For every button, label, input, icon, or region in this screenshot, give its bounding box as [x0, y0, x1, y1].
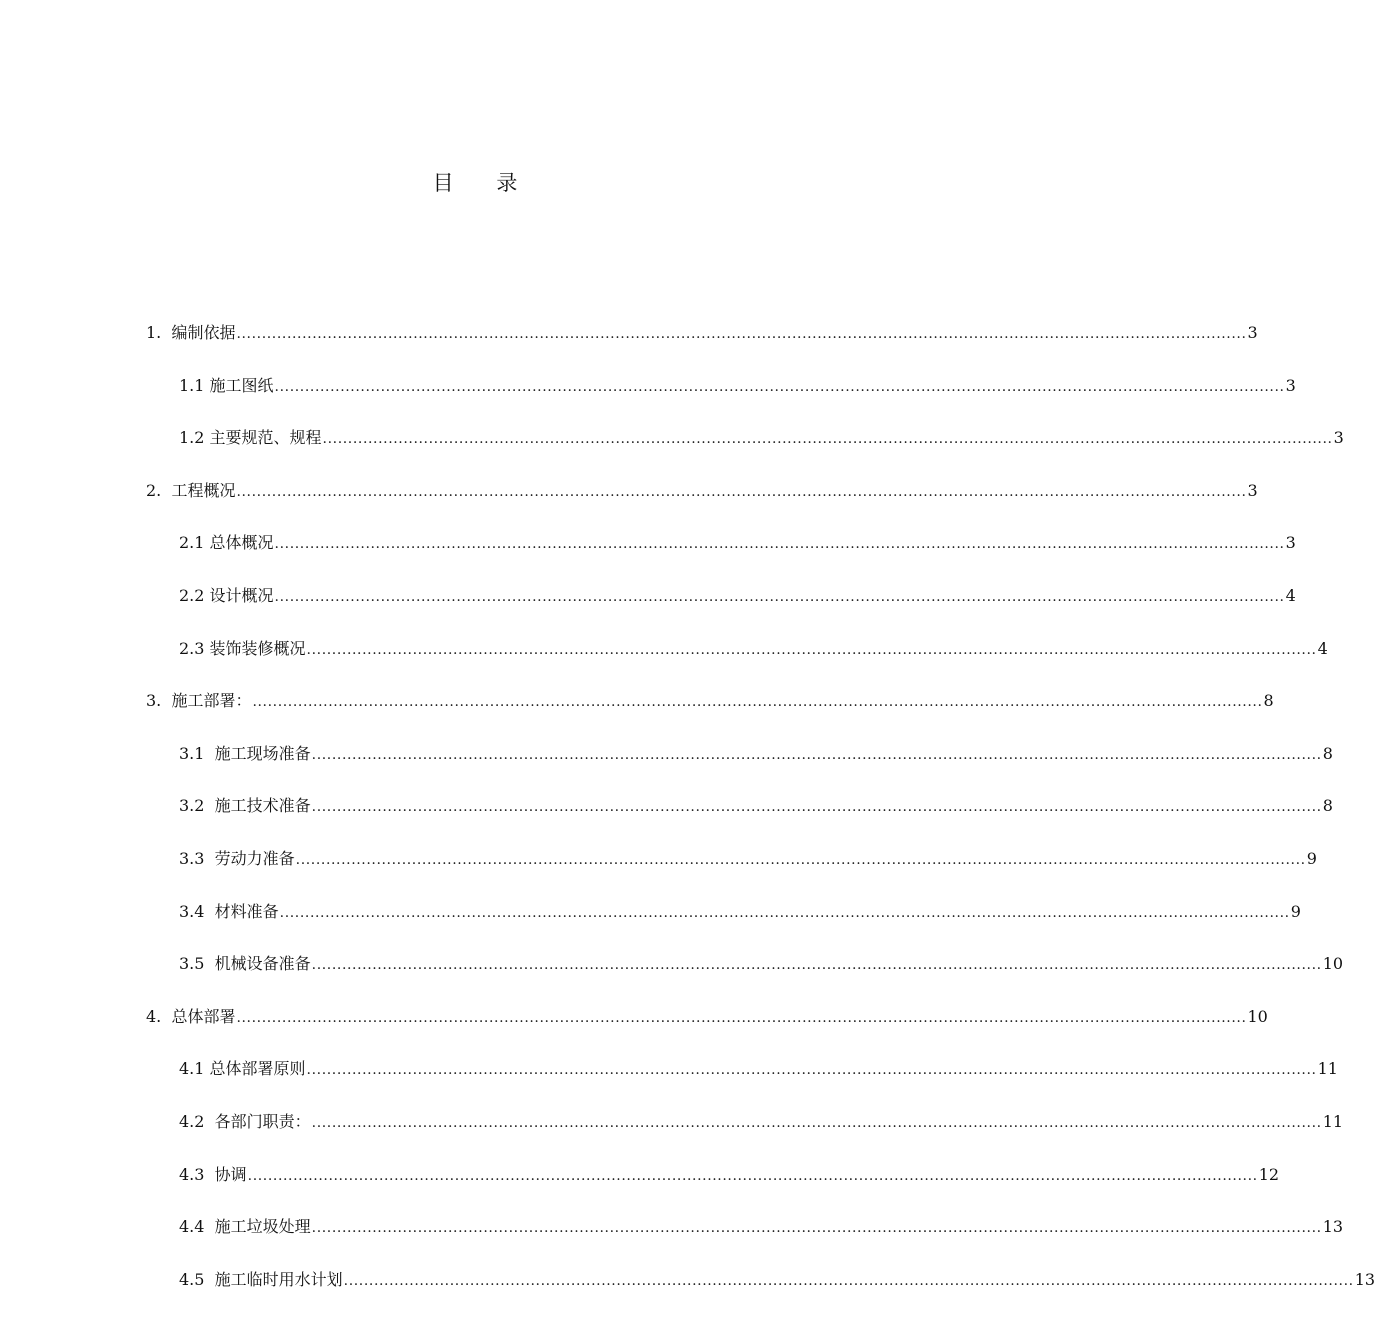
toc-dot-leader: ........................................................................................................................................................................................................	[322, 431, 1333, 448]
toc-entry-number: 4.	[146, 1006, 172, 1026]
toc-entry[interactable]	[179, 424, 1344, 452]
toc-entry-page-number: 11	[1317, 1059, 1338, 1079]
toc-dot-leader: ........................................................................................................................................................................................................	[274, 536, 1285, 553]
toc-entry-page-number: 3	[1247, 323, 1258, 342]
toc-entry-page-number: 4	[1285, 586, 1296, 605]
toc-entry-number: 2.2	[179, 586, 210, 605]
toc-entry-number: 3.	[146, 691, 172, 711]
toc-entry-number: 4.4	[179, 1217, 215, 1237]
toc-entry-label: 施工技术准备	[214, 796, 311, 816]
toc-entry-page-number: 3	[1247, 480, 1258, 500]
toc-dot-leader: ........................................................................................................................................................................................................	[343, 1272, 1354, 1289]
toc-entry-number: 3.4	[179, 901, 215, 921]
toc-entry-label: 施工临时用水计划	[214, 1269, 343, 1289]
toc-entry-number: 1.1	[179, 375, 210, 395]
toc-dot-leader: ........................................................................................................................................................................................................	[295, 852, 1306, 868]
toc-dot-leader: ........................................................................................................................................................................................................	[236, 1009, 1247, 1026]
toc-entry-label: 材料准备	[214, 901, 279, 921]
toc-entry-number: 4.2	[179, 1112, 215, 1131]
toc-entry-number: 3.2	[179, 796, 215, 816]
toc-entry-label: 总体部署	[171, 1006, 236, 1026]
toc-entry-label: 总体概况	[209, 533, 274, 553]
toc-entry-label: 主要规范、规程	[209, 428, 322, 448]
toc-entry[interactable]	[179, 1266, 1375, 1294]
toc-dot-leader: ........................................................................................................................................................................................................	[236, 483, 1247, 500]
toc-dot-leader: ........................................................................................................................................................................................................	[236, 326, 1247, 342]
toc-entry[interactable]	[179, 635, 1328, 663]
toc-entry-label: 设计概况	[209, 586, 274, 605]
toc-entry[interactable]	[179, 740, 1333, 768]
toc-entry-number: 1.2	[179, 428, 210, 448]
toc-entry[interactable]	[179, 1213, 1344, 1241]
toc-entry-number: 2.	[146, 480, 172, 500]
toc-entry[interactable]	[179, 529, 1296, 557]
toc-entry-page-number: 8	[1322, 743, 1333, 763]
toc-dot-leader: ........................................................................................................................................................................................................	[274, 589, 1285, 605]
toc-entry-label: 各部门职责：	[214, 1112, 311, 1131]
toc-entry-number: 4.1	[179, 1059, 210, 1079]
toc-entry-label: 协调	[214, 1164, 247, 1184]
toc-entry-number: 2.1	[179, 533, 210, 553]
toc-entry-label: 劳动力准备	[214, 849, 295, 868]
toc-dot-leader: ........................................................................................................................................................................................................	[279, 904, 1290, 921]
toc-entry-number: 3.3	[179, 849, 215, 868]
toc-dot-leader: ........................................................................................................................................................................................................	[306, 1062, 1317, 1079]
toc-entry-page-number: 10	[1322, 954, 1344, 974]
toc-entry-page-number: 10	[1247, 1006, 1268, 1026]
toc-entry-page-number: 3	[1333, 428, 1344, 448]
toc-entry-page-number: 13	[1322, 1217, 1344, 1237]
toc-dot-leader: ........................................................................................................................................................................................................	[311, 957, 1322, 974]
toc-entry-page-number: 9	[1306, 849, 1317, 868]
toc-entry-page-number: 13	[1354, 1269, 1375, 1289]
toc-entry-page-number: 3	[1285, 533, 1296, 553]
toc-dot-leader: ........................................................................................................................................................................................................	[306, 641, 1317, 658]
toc-entry[interactable]	[179, 1161, 1280, 1189]
toc-entry[interactable]	[179, 372, 1296, 400]
toc-dot-leader: ........................................................................................................................................................................................................	[247, 1167, 1258, 1184]
toc-entry[interactable]	[146, 477, 1258, 505]
toc-entry-label: 工程概况	[171, 480, 236, 500]
toc-entry[interactable]	[179, 582, 1296, 610]
toc-entry-page-number: 8	[1322, 796, 1333, 816]
toc-entry-page-number: 8	[1263, 691, 1274, 711]
toc-entry-number: 3.1	[179, 743, 215, 763]
toc-entry-number: 1.	[146, 323, 172, 342]
toc-dot-leader: ........................................................................................................................................................................................................	[274, 378, 1285, 395]
toc-entry-number: 2.3	[179, 638, 210, 658]
toc-dot-leader: ........................................................................................................................................................................................................	[311, 746, 1322, 763]
toc-dot-leader: ........................................................................................................................................................................................................	[311, 1220, 1322, 1237]
toc-entry[interactable]	[179, 950, 1344, 978]
toc-entry-label: 机械设备准备	[214, 954, 311, 974]
toc-title: 目 录	[432, 171, 536, 195]
toc-entry[interactable]	[179, 1108, 1344, 1136]
toc-entry-page-number: 12	[1258, 1164, 1280, 1184]
toc-entry-label: 装饰装修概况	[209, 638, 306, 658]
toc-entry-label: 总体部署原则	[209, 1059, 306, 1079]
toc-entry-page-number: 9	[1290, 901, 1301, 921]
toc-entry[interactable]	[179, 1055, 1338, 1083]
toc-entry-number: 4.3	[179, 1164, 215, 1184]
toc-entry[interactable]	[146, 319, 1258, 347]
toc-dot-leader: ........................................................................................................................................................................................................	[252, 694, 1263, 711]
toc-entry-label: 施工现场准备	[214, 743, 311, 763]
toc-entry[interactable]	[146, 1003, 1268, 1031]
toc-entry[interactable]	[179, 898, 1301, 926]
toc-dot-leader: ........................................................................................................................................................................................................	[311, 1115, 1322, 1131]
toc-entry[interactable]	[179, 792, 1333, 820]
toc-entry-label: 编制依据	[171, 323, 236, 342]
toc-entry[interactable]	[146, 687, 1274, 715]
toc-entry-label: 施工图纸	[209, 375, 274, 395]
toc-dot-leader: ........................................................................................................................................................................................................	[311, 799, 1322, 816]
toc-entry-page-number: 4	[1317, 638, 1328, 658]
toc-entry-number: 4.5	[179, 1269, 215, 1289]
toc-entry[interactable]	[179, 845, 1317, 873]
toc-entry-page-number: 11	[1322, 1112, 1344, 1131]
toc-entry-number: 3.5	[179, 954, 215, 974]
toc-entry-page-number: 3	[1285, 375, 1296, 395]
toc-entry-label: 施工垃圾处理	[214, 1217, 311, 1237]
toc-entry-label: 施工部署：	[171, 691, 252, 711]
